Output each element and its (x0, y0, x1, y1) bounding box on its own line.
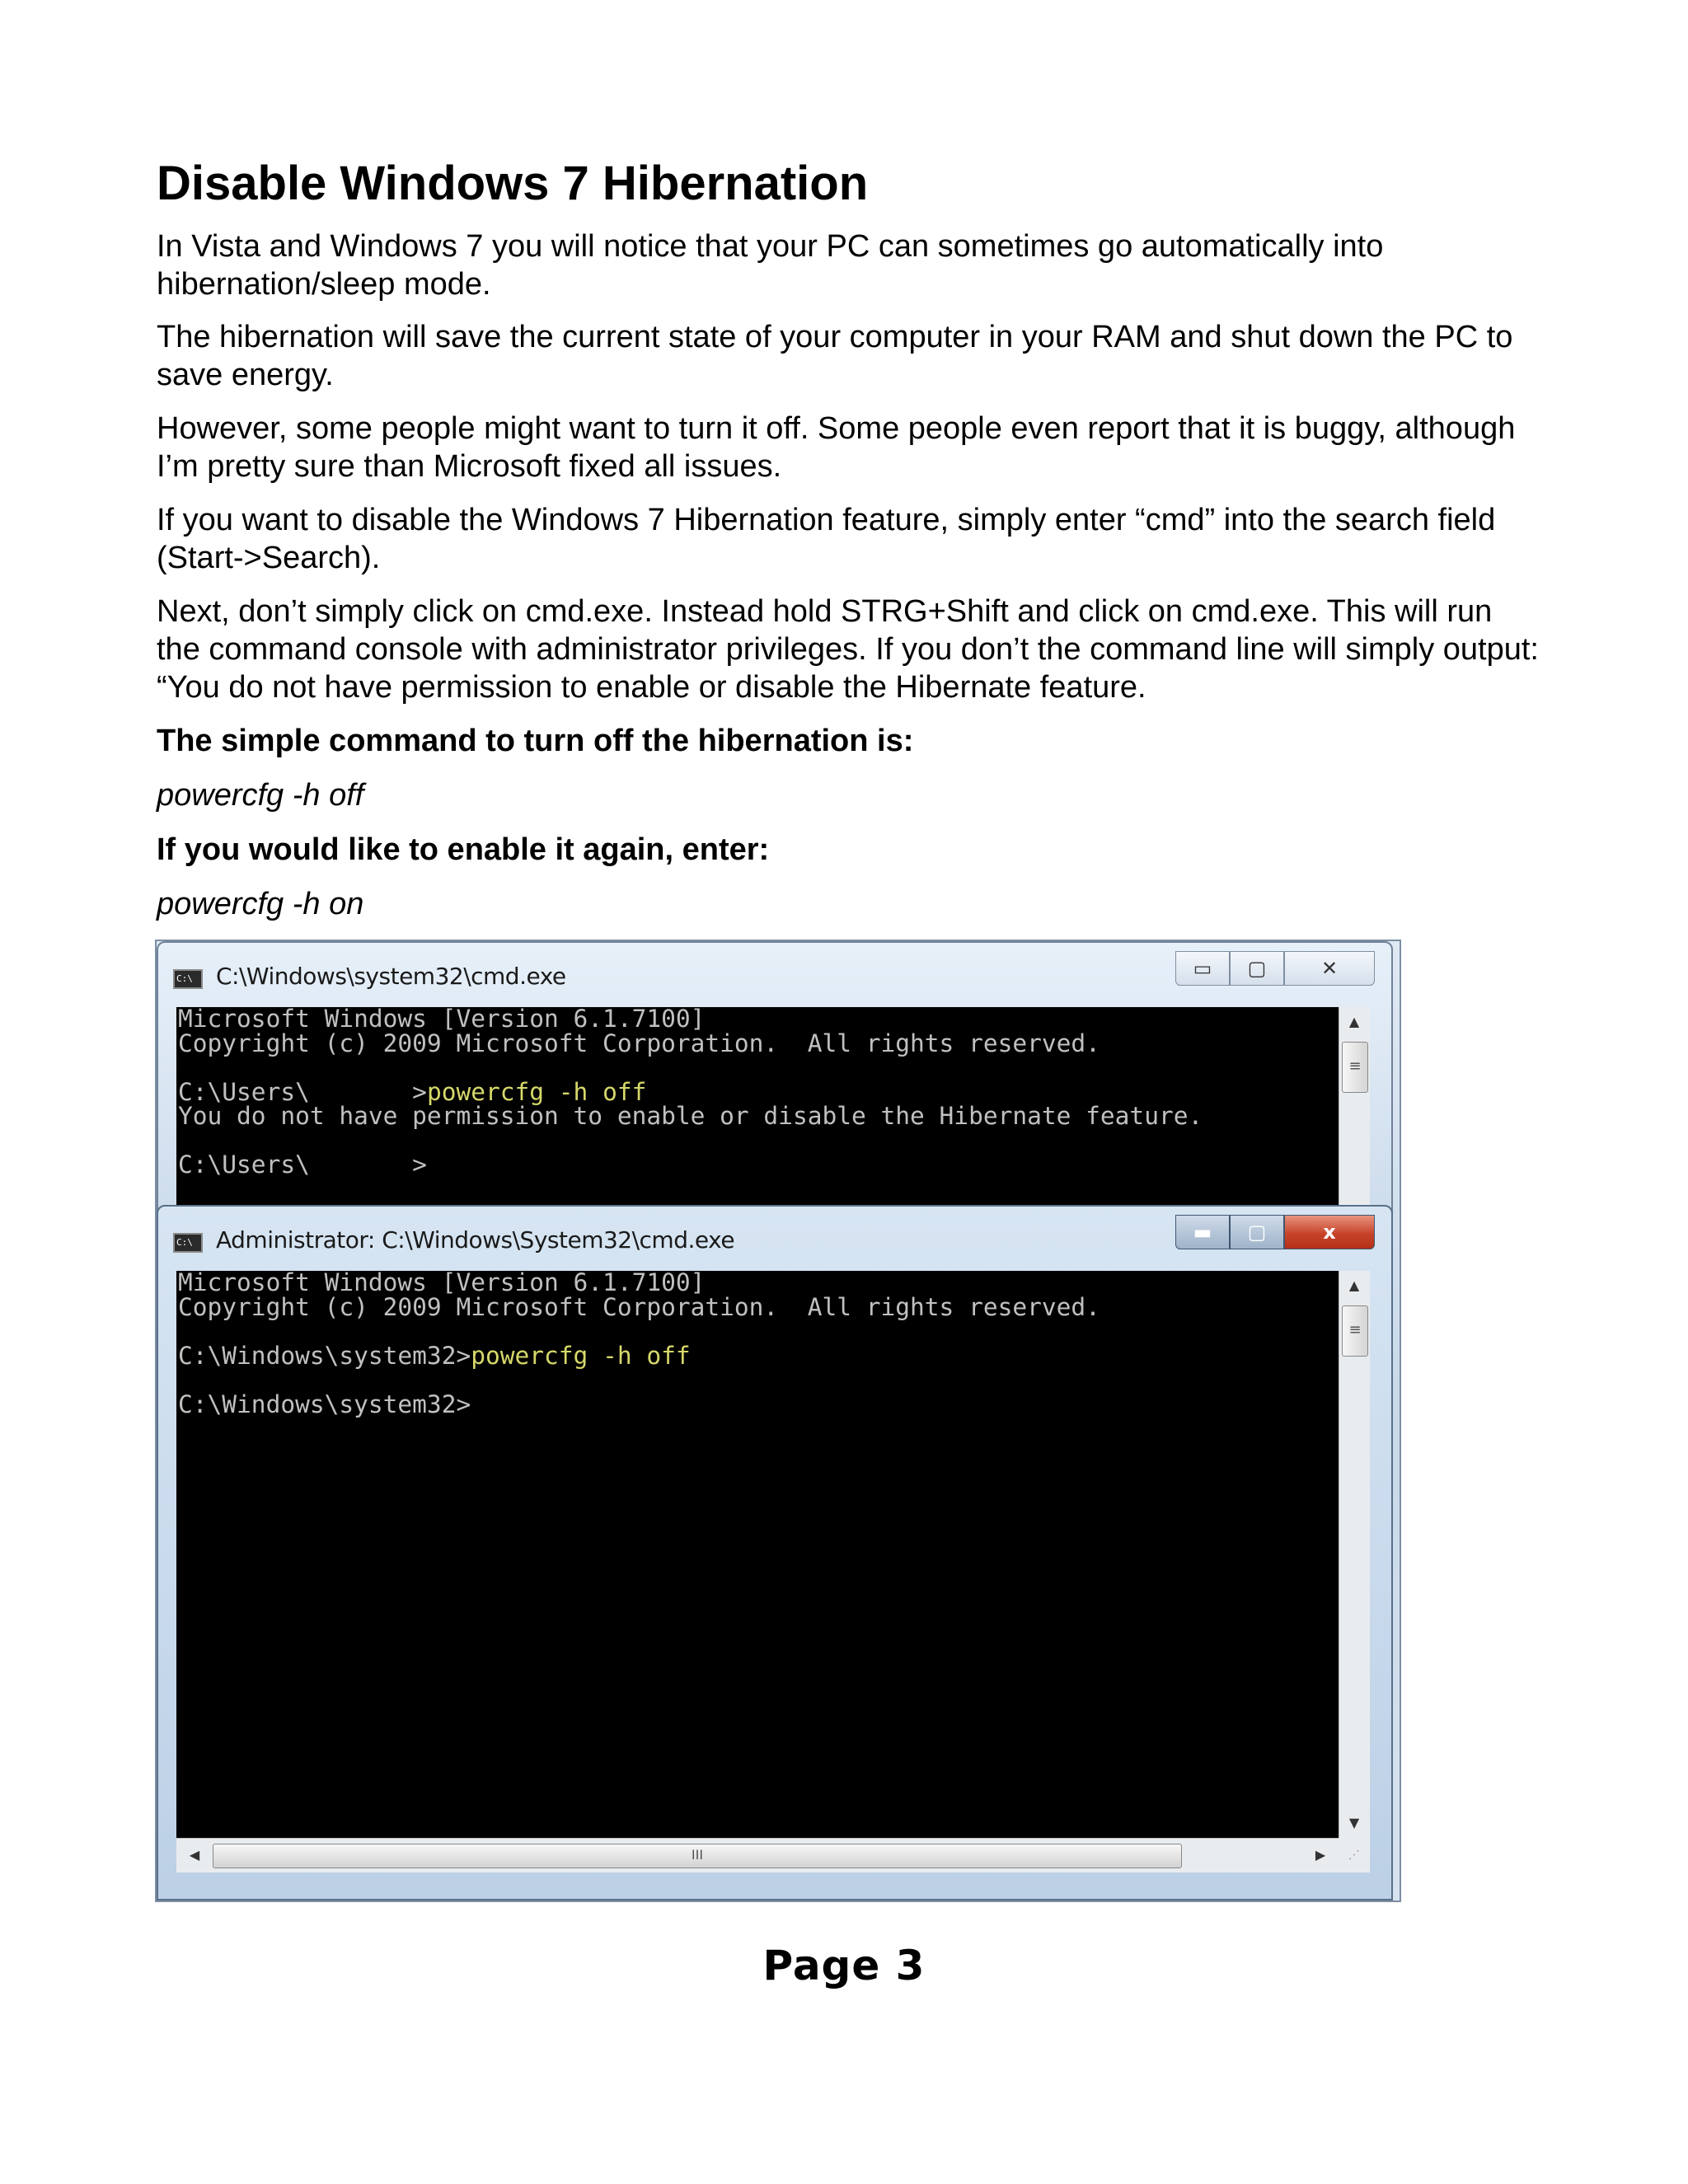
scroll-right-icon[interactable]: ▶ (1315, 1847, 1326, 1863)
scroll-thumb[interactable]: ≡ (1342, 1042, 1368, 1093)
cmd-window-icon: C:\ (173, 969, 203, 989)
horizontal-scrollbar[interactable] (176, 1838, 1339, 1872)
paragraph-instructions: If you want to disable the Windows 7 Hibernation feature, simply enter “cmd” into the search field (Start->Search). (157, 503, 1496, 575)
console-line: Copyright (c) 2009 Microsoft Corporation. All rights reserved. (178, 1029, 1100, 1057)
console-line: Microsoft Windows [Version 6.1.7100] (178, 1007, 706, 1033)
prompt-text: C:\Windows\system32> (178, 1341, 471, 1370)
maximize-button[interactable]: ▢ (1230, 1215, 1284, 1249)
off-command-heading: The simple command to turn off the hibernation is: (157, 724, 914, 758)
horizontal-scroll-thumb[interactable]: III (213, 1844, 1182, 1868)
minimize-button[interactable]: ▬ (1175, 1215, 1230, 1249)
page-number: Page 3 (762, 1942, 926, 1990)
console-blank-line (178, 1368, 1339, 1393)
title-bar (173, 1215, 1383, 1261)
page-title: Disable Windows 7 Hibernation (157, 157, 869, 210)
window-title: Administrator: C:\Windows\System32\cmd.exe (216, 1226, 735, 1254)
console-line: Microsoft Windows [Version 6.1.7100] (178, 1271, 706, 1296)
cmd-window-administrator (157, 1205, 1393, 1900)
scroll-thumb[interactable]: ≡ (1342, 1305, 1368, 1357)
paragraph-intro: In Vista and Windows 7 you will notice that your PC can sometimes go automatically into hibernation/sleep mode. (157, 229, 1384, 302)
vertical-scrollbar[interactable] (1339, 1007, 1370, 1223)
console-line (178, 1341, 1339, 1370)
off-command: powercfg -h off (157, 778, 364, 813)
scroll-left-icon[interactable]: ◀ (189, 1847, 200, 1863)
typed-command: powercfg -h off (471, 1341, 691, 1370)
prompt-text: C:\Users\ > (178, 1077, 427, 1106)
window-controls (1175, 951, 1375, 987)
console-line: You do not have permission to enable or disable the Hibernate feature. (178, 1102, 1203, 1130)
close-button[interactable]: x (1284, 1215, 1375, 1249)
vertical-scrollbar[interactable] (1339, 1271, 1370, 1838)
scroll-up-icon[interactable]: ▲ (1348, 1277, 1360, 1293)
scroll-up-icon[interactable]: ▲ (1348, 1014, 1360, 1029)
on-command: powercfg -h on (157, 887, 364, 921)
scroll-down-icon[interactable]: ▼ (1348, 1815, 1360, 1830)
on-command-heading: If you would like to enable it again, enter: (157, 832, 770, 867)
typed-command: powercfg -h off (426, 1077, 647, 1106)
console-line: C:\Users\ > (178, 1151, 427, 1179)
close-button[interactable]: ✕ (1284, 951, 1375, 986)
resize-grip-icon[interactable]: ⋰ (1339, 1838, 1370, 1872)
console-blank-line (178, 1056, 1339, 1080)
cmd-screenshot (155, 940, 1401, 1902)
window-title: C:\Windows\system32\cmd.exe (216, 963, 566, 990)
console-line: Copyright (c) 2009 Microsoft Corporation. All rights reserved. (178, 1292, 1100, 1321)
console-line: C:\Windows\system32> (178, 1390, 471, 1418)
paragraph-explanation: The hibernation will save the current state of your computer in your RAM and shut down the PC to save energy. (157, 320, 1513, 392)
console-output[interactable] (176, 1271, 1339, 1838)
minimize-button[interactable]: ▭ (1175, 951, 1230, 986)
maximize-button[interactable]: ▢ (1230, 951, 1284, 986)
cmd-window-icon: C:\ (173, 1233, 203, 1253)
console-blank-line (178, 1319, 1339, 1344)
cmd-window-standard (157, 941, 1393, 1221)
console-blank-line (178, 1129, 1339, 1154)
title-bar (173, 951, 1383, 997)
window-controls (1175, 1215, 1375, 1251)
console-line (178, 1077, 1339, 1106)
paragraph-opinion: However, some people might want to turn it off. Some people even report that it is buggy, although I’m pretty sure than Microsoft fixed all issues. (157, 411, 1516, 484)
console-output[interactable] (176, 1007, 1339, 1223)
paragraph-admin-note: Next, don’t simply click on cmd.exe. Instead hold STRG+Shift and click on cmd.exe. This will run the command console with administrator privileges. If you don’t the command line will simply output: “You do not have permission to enable or disable the Hibernate feature. (157, 594, 1539, 705)
